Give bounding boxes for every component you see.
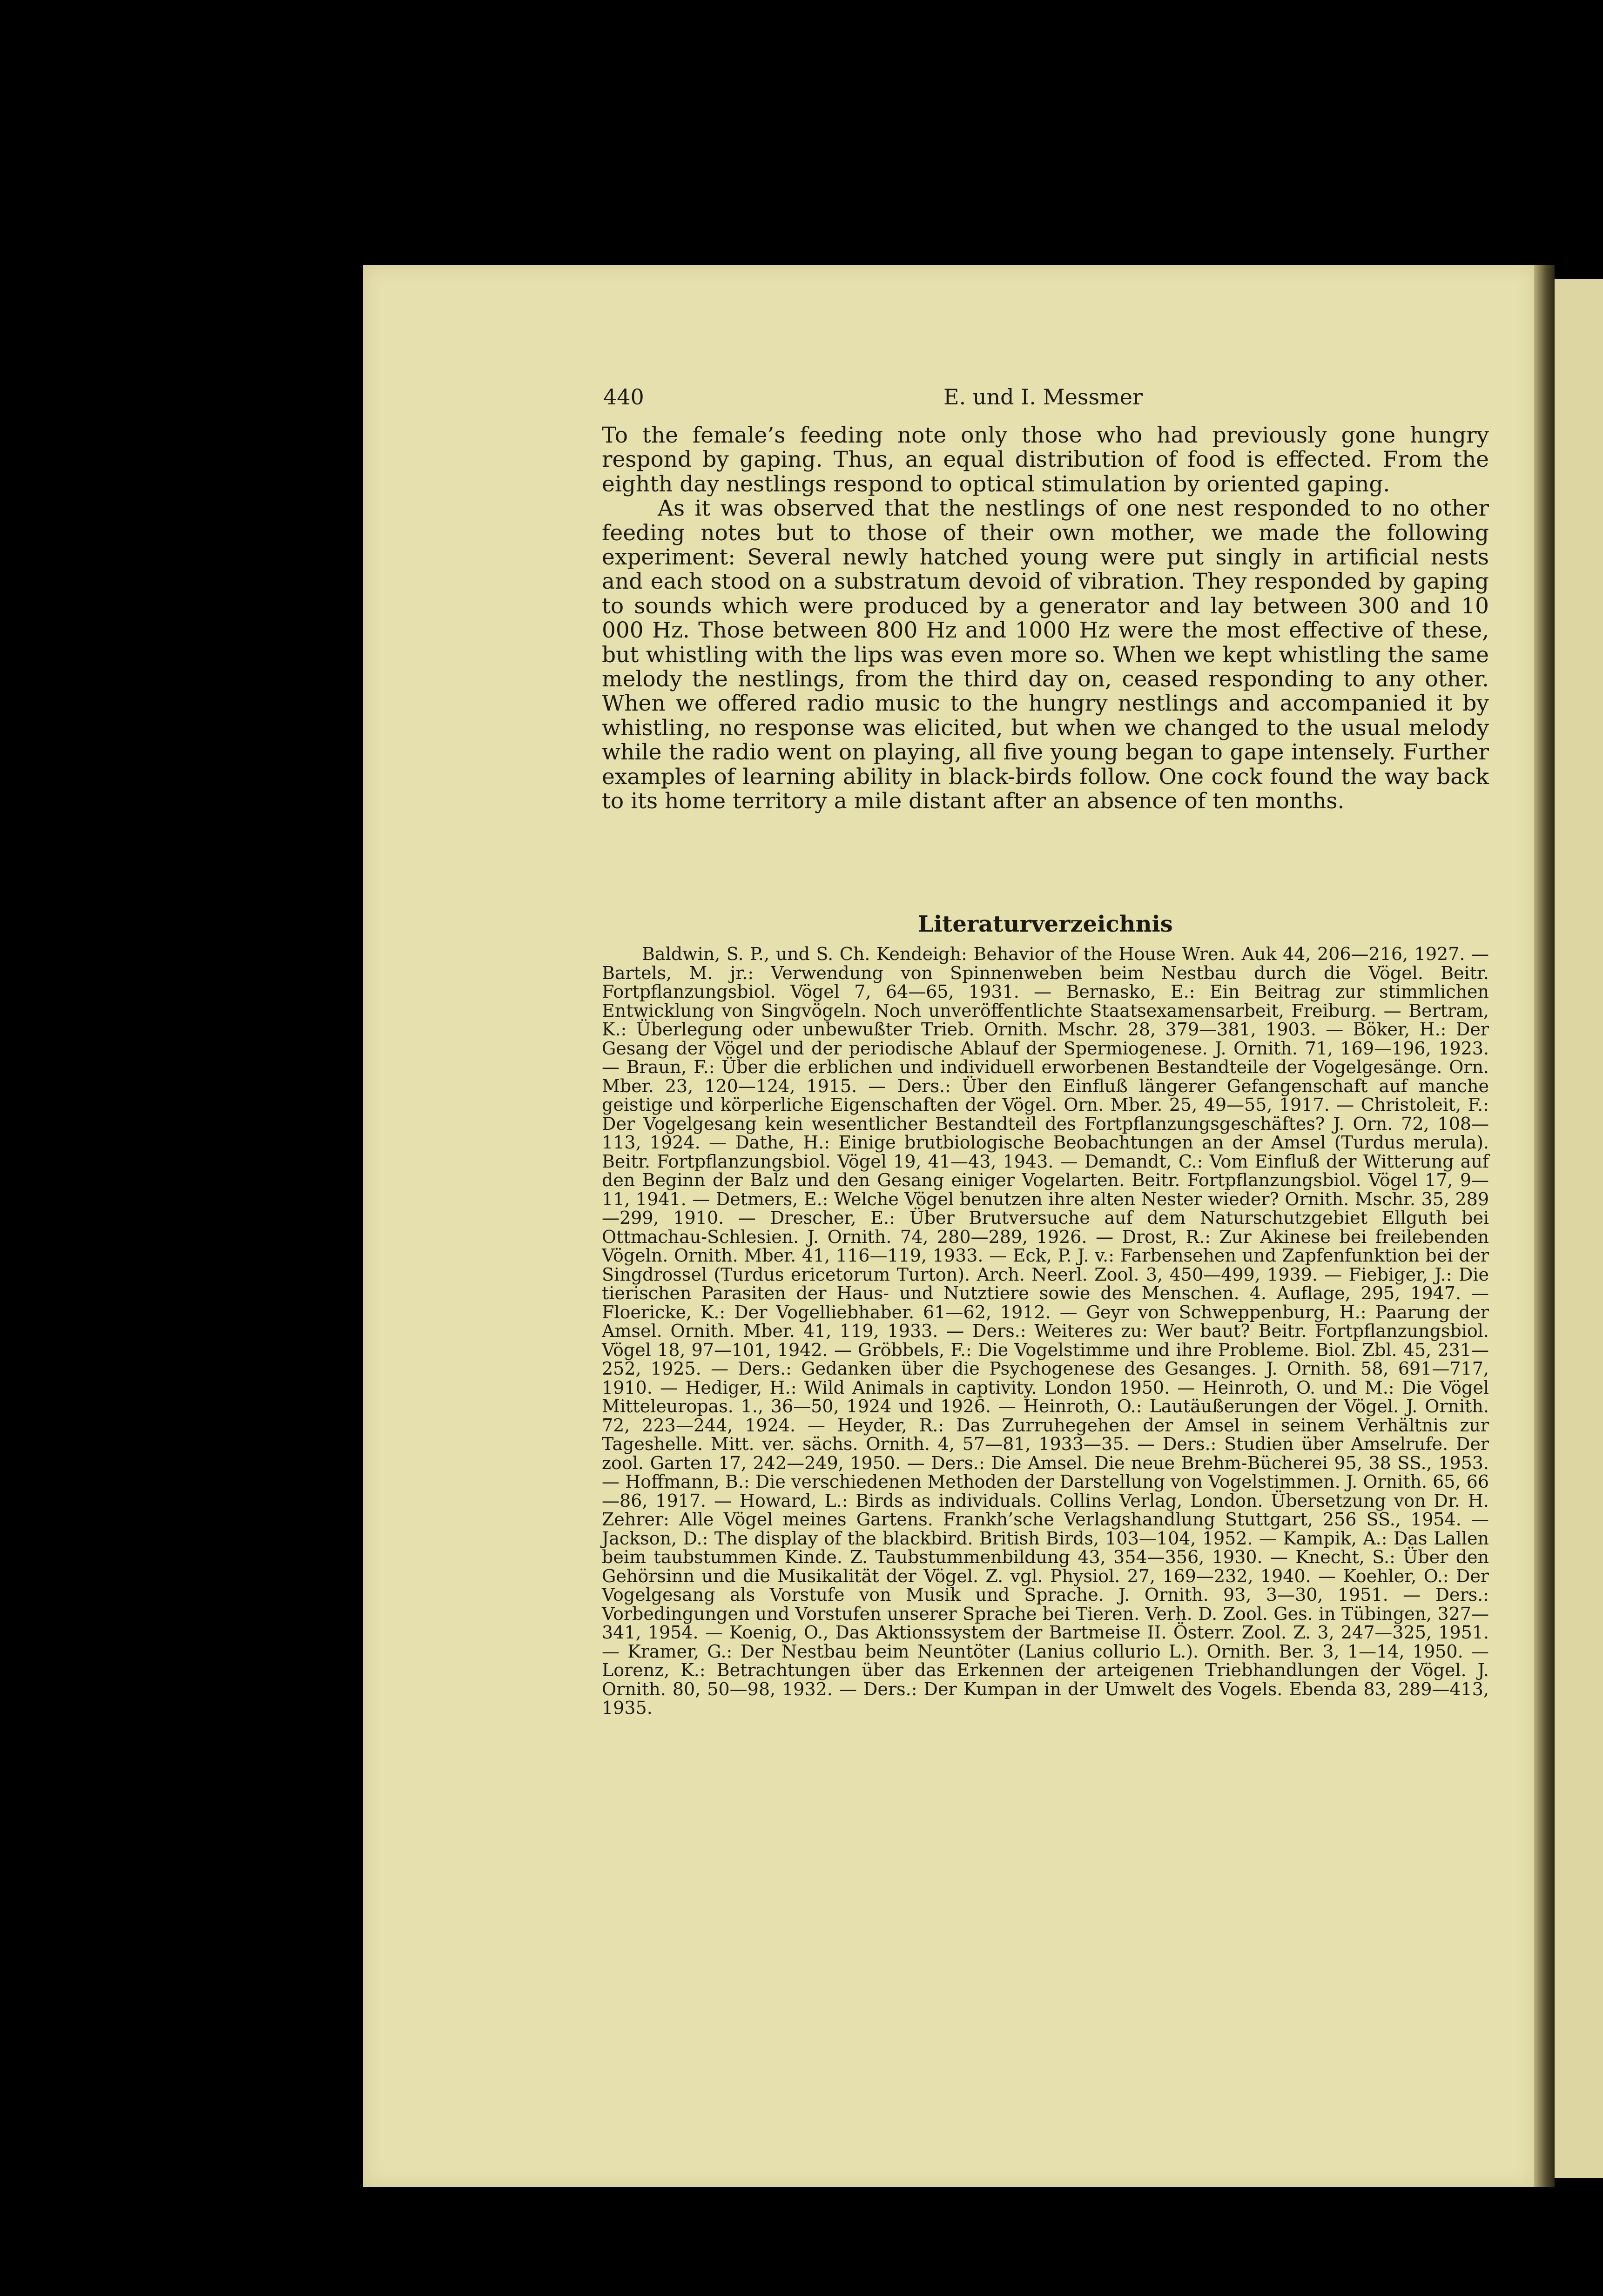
page-number: 440: [603, 384, 644, 410]
paragraph: To the female’s feeding note only those who had previously gone hungry respond by gaping. Thus, an equal distribution of food is effected. From the eighth day nestlings respond to optical stimulation by oriented gaping.: [602, 423, 1489, 497]
references-text: Baldwin, S. P., und S. Ch. Kendeigh: Behavior of the House Wren. Auk 44, 206—216, 1927. — Bartels, M. jr.: Verwendung von Spinnenweben beim Nestbau durch die Vögel. Beitr. Fortpflanzungsbiol. Vögel 7, 64—65, 1931. — Bernasko, E.: Ein Beitrag zur stimmlichen Entwicklung von Singvögeln. Noch unveröffentlichte Staatsexamensarbeit, Freiburg. — Bertram, K.: Überlegung oder unbewußter Trieb. Ornith. Mschr. 28, 379—381, 1903. — Böker, H.: Der Gesang der Vögel und der periodische Ablauf der Spermiogenese. J. Ornith. 71, 169—196, 1923. — Braun, F.: Über die erblichen und individuell erworbenen Bestandteile der Vogelgesänge. Orn. Mber. 23, 120—124, 1915. — Ders.: Über den Einfluß längerer Gefangenschaft auf manche geistige und körperliche Eigenschaften der Vögel. Orn. Mber. 25, 49—55, 1917. — Christoleit, F.: Der Vogelgesang kein wesentlicher Bestandteil des Fortpflanzungsgeschäftes? J. Orn. 72, 108—113, 1924. — Dathe, H.: Einige brutbiologische Beobachtungen an der Amsel (Turdus merula). Beitr. Fortpflanzungsbiol. Vögel 19, 41—43, 1943. — Demandt, C.: Vom Einfluß der Witterung auf den Beginn der Balz und den Gesang einiger Vogelarten. Beitr. Fortpflanzungsbiol. Vögel 17, 9—11, 1941. — Detmers, E.: Welche Vögel benutzen ihre alten Nester wieder? Ornith. Mschr. 35, 289—299, 1910. — Drescher, E.: Über Brutversuche auf dem Naturschutzgebiet Ellguth bei Ottmachau-Schlesien. J. Ornith. 74, 280—289, 1926. — Drost, R.: Zur Akinese bei freilebenden Vögeln. Ornith. Mber. 41, 116—119, 1933. — Eck, P. J. v.: Farbensehen und Zapfenfunktion bei der Singdrossel (Turdus ericetorum Turton). Arch. Neerl. Zool. 3, 450—499, 1939. — Fiebiger, J.: Die tierischen Parasiten der Haus- und Nutztiere sowie des Menschen. 4. Auflage, 295, 1947. — Floericke, K.: Der Vogelliebhaber. 61—62, 1912. — Geyr von Schweppenburg, H.: Paarung der Amsel. Ornith. Mber. 41, 119, 1933. — Ders.: Weiteres zu: Wer baut? Beitr. Fortpflanzungsbiol. Vögel 18, 97—101, 1942. — Gröbbels, F.: Die Vogelstimme und ihre Probleme. Biol. Zbl. 45, 231—252, 1925. — Ders.: Gedanken über die Psychogenese des Gesanges. J. Ornith. 58, 691—717, 1910. — Hediger, H.: Wild Animals in captivity. London 1950. — Heinroth, O. und M.: Die Vögel Mitteleuropas. 1., 36—50, 1924 und 1926. — Heinroth, O.: Lautäußerungen der Vögel. J. Ornith. 72, 223—244, 1924. — Heyder, R.: Das Zurruhegehen der Amsel in seinem Verhältnis zur Tageshelle. Mitt. ver. sächs. Ornith. 4, 57—81, 1933—35. — Ders.: Studien über Amselrufe. Der zool. Garten 17, 242—249, 1950. — Ders.: Die Amsel. Die neue Brehm-Bücherei 95, 38 SS., 1953. — Hoffmann, B.: Die verschiedenen Methoden der Darstellung von Vogelstimmen. J. Ornith. 65, 66—86, 1917. — Howard, L.: Birds as individuals. Collins Verlag, London. Übersetzung von Dr. H. Zehrer: Alle Vögel meines Gartens. Frankh’sche Verlagshandlung Stuttgart, 256 SS., 1954. — Jackson, D.: The display of the blackbird. British Birds, 103—104, 1952. — Kampik, A.: Das Lallen beim taubstummen Kinde. Z. Taubstummenbildung 43, 354—356, 1930. — Knecht, S.: Über den Gehörsinn und die Musikalität der Vögel. Z. vgl. Physiol. 27, 169—232, 1940. — Koehler, O.: Der Vogelgesang als Vorstufe von Musik und Sprache. J. Ornith. 93, 3—30, 1951. — Ders.: Vorbedingungen und Vorstufen unserer Sprache bei Tieren. Verh. D. Zool. Ges. in Tübingen, 327—341, 1954. — Koenig, O., Das Aktionssystem der Bartmeise II. Österr. Zool. Z. 3, 247—325, 1951. — Kramer, G.: Der Nestbau beim Neuntöter (Lanius collurio L.). Ornith. Ber. 3, 1—14, 1950. — Lorenz, K.: Betrachtungen über das Erkennen der arteigenen Triebhandlungen der Vögel. J. Ornith. 80, 50—98, 1932. — Ders.: Der Kumpan in der Umwelt des Vogels. Ebenda 83, 289—413, 1935.: [602, 944, 1489, 1718]
references-heading: Literaturverzeichnis: [918, 911, 1173, 937]
paragraph: As it was observed that the nestlings of one nest responded to no other feeding notes but to those of their own mother, we made the following experiment: Several newly hatched young were put singly in artificial nests and each stood on a substratum devoid of vibration. They responded by gaping to sounds which were produced by a generator and lay between 300 and 10 000 Hz. Those between 800 Hz and 1000 Hz were the most effective of these, but whistling with the lips was even more so. When we kept whistling the same melody the nestlings, from the third day on, ceased responding to any other. When we offered radio music to the hungry nestlings and accompanied it by whistling, no response was elicited, but when we changed to the usual melody while the radio went on playing, all five young began to gape intensely. Further examples of learning ability in black-birds follow. One cock found the way back to its home territory a mile distant after an absence of ten months.: [602, 496, 1489, 814]
book-gutter: [1534, 265, 1555, 2187]
running-head: [603, 381, 1483, 413]
references-list: [602, 945, 1489, 1718]
body-text: [602, 423, 1489, 814]
adjacent-page: [1555, 279, 1603, 2178]
running-title: E. und I. Messmer: [943, 384, 1143, 410]
